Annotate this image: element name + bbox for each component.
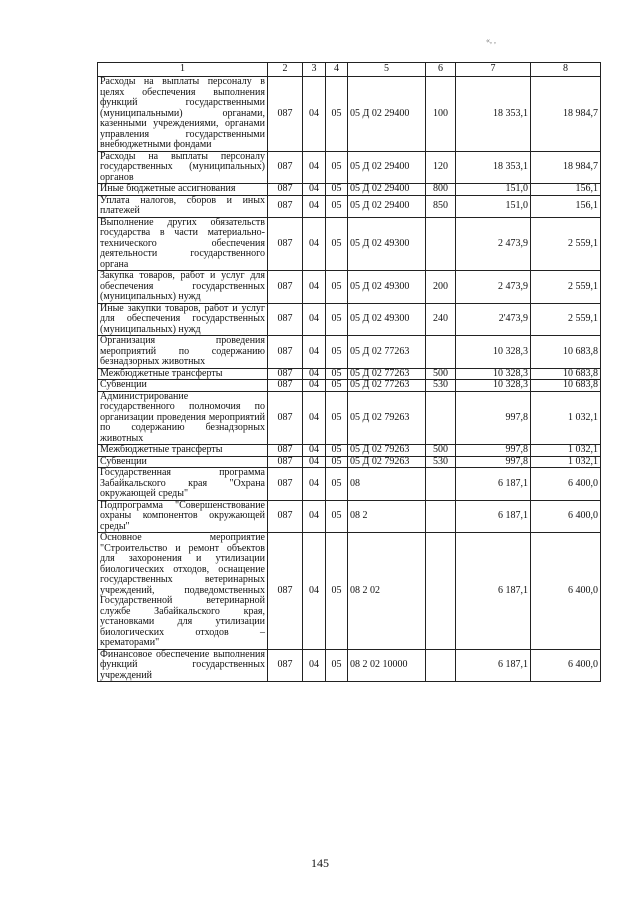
row-name-cell: Подпрограмма "Совершенствование охраны компонентов окружающей среды": [98, 500, 268, 533]
target-article-cell: 08 2 02 10000: [348, 649, 426, 682]
section-code-cell: 04: [303, 468, 326, 501]
subsection-code-cell: 05: [326, 649, 348, 682]
subsection-code-cell: 05: [326, 217, 348, 271]
sum-year1-cell: 151,0: [456, 195, 531, 217]
sum-year2-cell: 6 400,0: [531, 649, 601, 682]
budget-table: [97, 62, 601, 682]
table-row: [98, 303, 601, 336]
sum-year2-cell: 156,1: [531, 184, 601, 196]
row-name-cell: Иные закупки товаров, работ и услуг для обеспечения государственных (муниципальных) нужд: [98, 303, 268, 336]
sum-year2-cell: 6 400,0: [531, 468, 601, 501]
sum-year2-cell: 10 683,8: [531, 368, 601, 380]
target-article-cell: 05 Д 02 79263: [348, 445, 426, 457]
row-name-cell: Закупка товаров, работ и услуг для обеспечения государственных (муниципальных) нужд: [98, 271, 268, 304]
target-article-cell: 05 Д 02 29400: [348, 184, 426, 196]
sum-year2-cell: 1 032,1: [531, 445, 601, 457]
section-code-cell: 04: [303, 445, 326, 457]
section-code-cell: 04: [303, 456, 326, 468]
sum-year1-cell: 6 187,1: [456, 468, 531, 501]
table-row: [98, 336, 601, 369]
table-row: [98, 184, 601, 196]
section-code-cell: 04: [303, 151, 326, 184]
row-name-cell: Субвенции: [98, 456, 268, 468]
row-name-cell: Основное мероприятие "Строительство и ремонт объектов для захоронения и утилизации биологических отходов, оснащение государственных ветеринарных учреждений, подведомственных Государственной ветеринарной службе Забайкальского края, установками для утилизации биологических отходов – крематорами": [98, 533, 268, 650]
row-name-cell: Межбюджетные трансферты: [98, 368, 268, 380]
expense-type-cell: 240: [426, 303, 456, 336]
subsection-code-cell: 05: [326, 391, 348, 445]
row-name-cell: Организация проведения мероприятий по содержанию безнадзорных животных: [98, 336, 268, 369]
target-article-cell: 05 Д 02 77263: [348, 336, 426, 369]
table-row: [98, 217, 601, 271]
subsection-code-cell: 05: [326, 151, 348, 184]
admin-code-cell: 087: [268, 445, 303, 457]
table-row: [98, 368, 601, 380]
admin-code-cell: 087: [268, 77, 303, 152]
target-article-cell: 05 Д 02 49300: [348, 303, 426, 336]
expense-type-cell: 850: [426, 195, 456, 217]
target-article-cell: 05 Д 02 29400: [348, 77, 426, 152]
sum-year2-cell: 1 032,1: [531, 391, 601, 445]
admin-code-cell: 087: [268, 468, 303, 501]
admin-code-cell: 087: [268, 303, 303, 336]
target-article-cell: 05 Д 02 29400: [348, 151, 426, 184]
admin-code-cell: 087: [268, 184, 303, 196]
subsection-code-cell: 05: [326, 368, 348, 380]
table-row: [98, 533, 601, 650]
table-row: [98, 456, 601, 468]
subsection-code-cell: 05: [326, 195, 348, 217]
sum-year2-cell: 2 559,1: [531, 271, 601, 304]
section-code-cell: 04: [303, 391, 326, 445]
target-article-cell: 05 Д 02 79263: [348, 456, 426, 468]
section-code-cell: 04: [303, 500, 326, 533]
subsection-code-cell: 05: [326, 336, 348, 369]
target-article-cell: 08 2 02: [348, 533, 426, 650]
expense-type-cell: 530: [426, 456, 456, 468]
row-name-cell: Расходы на выплаты персоналу в целях обеспечения выполнения функций государственными (муниципальными) органами, казенными учреждениями, органами управления государственными внебюджетными фондами: [98, 77, 268, 152]
sum-year2-cell: 2 559,1: [531, 303, 601, 336]
sum-year1-cell: 10 328,3: [456, 368, 531, 380]
sum-year1-cell: 997,8: [456, 445, 531, 457]
admin-code-cell: 087: [268, 271, 303, 304]
admin-code-cell: 087: [268, 336, 303, 369]
row-name-cell: Государственная программа Забайкальского края "Охрана окружающей среды": [98, 468, 268, 501]
sum-year2-cell: 10 683,8: [531, 380, 601, 392]
subsection-code-cell: 05: [326, 184, 348, 196]
expense-type-cell: 500: [426, 368, 456, 380]
subsection-code-cell: 05: [326, 456, 348, 468]
subsection-code-cell: 05: [326, 303, 348, 336]
section-code-cell: 04: [303, 217, 326, 271]
corner-mark: «, ,: [486, 36, 496, 45]
page-number: 145: [311, 856, 329, 870]
header-cell: 4: [326, 63, 348, 77]
sum-year1-cell: 997,8: [456, 391, 531, 445]
expense-type-cell: [426, 533, 456, 650]
table-row: [98, 391, 601, 445]
target-article-cell: 05 Д 02 79263: [348, 391, 426, 445]
admin-code-cell: 087: [268, 500, 303, 533]
expense-type-cell: 100: [426, 77, 456, 152]
subsection-code-cell: 05: [326, 77, 348, 152]
table-row: [98, 77, 601, 152]
subsection-code-cell: 05: [326, 271, 348, 304]
sum-year1-cell: 6 187,1: [456, 649, 531, 682]
section-code-cell: 04: [303, 77, 326, 152]
row-name-cell: Уплата налогов, сборов и иных платежей: [98, 195, 268, 217]
target-article-cell: 05 Д 02 77263: [348, 380, 426, 392]
table-row: [98, 271, 601, 304]
expense-type-cell: 530: [426, 380, 456, 392]
target-article-cell: 05 Д 02 49300: [348, 271, 426, 304]
sum-year2-cell: 18 984,7: [531, 151, 601, 184]
sum-year1-cell: 2 473,9: [456, 217, 531, 271]
sum-year1-cell: 997,8: [456, 456, 531, 468]
section-code-cell: 04: [303, 533, 326, 650]
expense-type-cell: 800: [426, 184, 456, 196]
header-cell: 7: [456, 63, 531, 77]
sum-year2-cell: 18 984,7: [531, 77, 601, 152]
expense-type-cell: [426, 649, 456, 682]
header-cell: 3: [303, 63, 326, 77]
section-code-cell: 04: [303, 271, 326, 304]
sum-year1-cell: 10 328,3: [456, 336, 531, 369]
row-name-cell: Финансовое обеспечение выполнения функций государственных учреждений: [98, 649, 268, 682]
header-row: [98, 63, 601, 77]
subsection-code-cell: 05: [326, 468, 348, 501]
sum-year1-cell: 6 187,1: [456, 500, 531, 533]
row-name-cell: Выполнение других обязательств государства в части материально-технического обеспечения деятельности государственного органа: [98, 217, 268, 271]
sum-year1-cell: 18 353,1: [456, 77, 531, 152]
header-cell: 2: [268, 63, 303, 77]
expense-type-cell: 120: [426, 151, 456, 184]
admin-code-cell: 087: [268, 533, 303, 650]
expense-type-cell: [426, 391, 456, 445]
sum-year2-cell: 156,1: [531, 195, 601, 217]
sum-year1-cell: 2 473,9: [456, 271, 531, 304]
sum-year2-cell: 2 559,1: [531, 217, 601, 271]
admin-code-cell: 087: [268, 391, 303, 445]
admin-code-cell: 087: [268, 368, 303, 380]
sum-year1-cell: 10 328,3: [456, 380, 531, 392]
sum-year1-cell: 151,0: [456, 184, 531, 196]
expense-type-cell: 200: [426, 271, 456, 304]
row-name-cell: Расходы на выплаты персоналу государственных (муниципальных) органов: [98, 151, 268, 184]
row-name-cell: Администрирование государственного полномочия по организации проведения мероприятий по содержанию безнадзорных животных: [98, 391, 268, 445]
subsection-code-cell: 05: [326, 445, 348, 457]
sum-year1-cell: 6 187,1: [456, 533, 531, 650]
sum-year2-cell: 6 400,0: [531, 500, 601, 533]
sum-year2-cell: 1 032,1: [531, 456, 601, 468]
header-cell: 1: [98, 63, 268, 77]
target-article-cell: 05 Д 02 29400: [348, 195, 426, 217]
section-code-cell: 04: [303, 380, 326, 392]
table-row: [98, 151, 601, 184]
table-row: [98, 195, 601, 217]
expense-type-cell: [426, 336, 456, 369]
table-row: [98, 500, 601, 533]
admin-code-cell: 087: [268, 195, 303, 217]
target-article-cell: 08: [348, 468, 426, 501]
admin-code-cell: 087: [268, 380, 303, 392]
admin-code-cell: 087: [268, 151, 303, 184]
subsection-code-cell: 05: [326, 500, 348, 533]
header-cell: 8: [531, 63, 601, 77]
expense-type-cell: [426, 500, 456, 533]
table-row: [98, 380, 601, 392]
subsection-code-cell: 05: [326, 380, 348, 392]
row-name-cell: Межбюджетные трансферты: [98, 445, 268, 457]
target-article-cell: 08 2: [348, 500, 426, 533]
section-code-cell: 04: [303, 368, 326, 380]
table-row: [98, 649, 601, 682]
admin-code-cell: 087: [268, 217, 303, 271]
target-article-cell: 05 Д 02 49300: [348, 217, 426, 271]
subsection-code-cell: 05: [326, 533, 348, 650]
expense-type-cell: [426, 468, 456, 501]
sum-year2-cell: 10 683,8: [531, 336, 601, 369]
section-code-cell: 04: [303, 303, 326, 336]
row-name-cell: Субвенции: [98, 380, 268, 392]
admin-code-cell: 087: [268, 456, 303, 468]
target-article-cell: 05 Д 02 77263: [348, 368, 426, 380]
sum-year1-cell: 2'473,9: [456, 303, 531, 336]
section-code-cell: 04: [303, 195, 326, 217]
expense-type-cell: 500: [426, 445, 456, 457]
section-code-cell: 04: [303, 184, 326, 196]
row-name-cell: Иные бюджетные ассигнования: [98, 184, 268, 196]
header-cell: 5: [348, 63, 426, 77]
header-cell: 6: [426, 63, 456, 77]
admin-code-cell: 087: [268, 649, 303, 682]
expense-type-cell: [426, 217, 456, 271]
section-code-cell: 04: [303, 336, 326, 369]
table-row: [98, 445, 601, 457]
table-row: [98, 468, 601, 501]
sum-year1-cell: 18 353,1: [456, 151, 531, 184]
section-code-cell: 04: [303, 649, 326, 682]
sum-year2-cell: 6 400,0: [531, 533, 601, 650]
